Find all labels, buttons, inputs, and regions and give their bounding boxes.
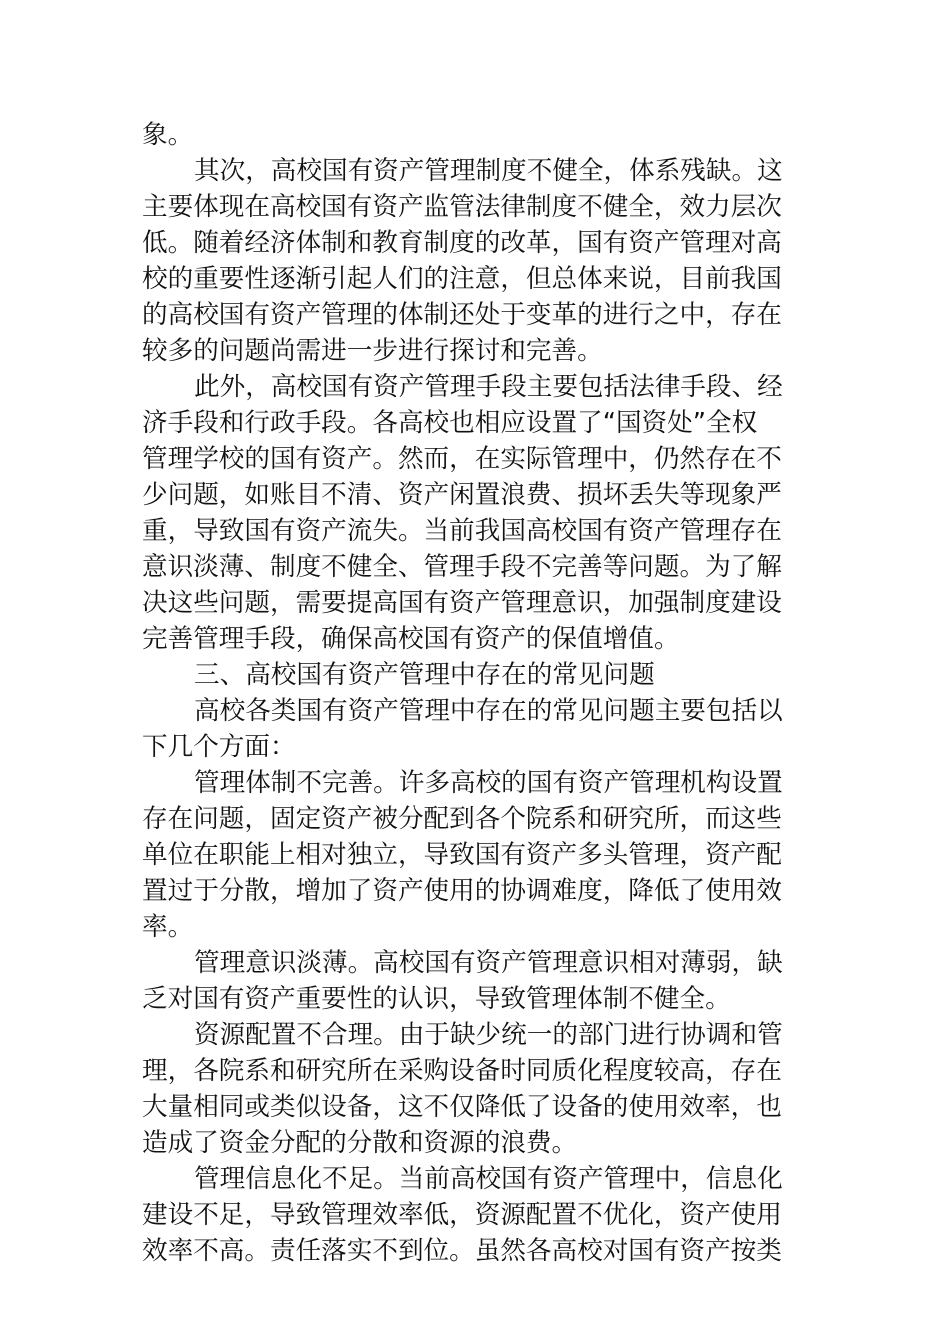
text-line: 意识淡薄、制度不健全、管理手段不完善等问题。为了解 bbox=[142, 552, 782, 582]
text-line: 校的重要性逐渐引起人们的注意，但总体来说，目前我国 bbox=[142, 264, 782, 294]
paragraph-start-line: 资源配置不合理。由于缺少统一的部门进行协调和管 bbox=[194, 1020, 783, 1050]
paragraph-start-line: 此外，高校国有资产管理手段主要包括法律手段、经 bbox=[194, 372, 783, 402]
paragraph-start-line: 高校各类国有资产管理中存在的常见问题主要包括以 bbox=[194, 696, 783, 726]
text-line: 少问题，如账目不清、资产闲置浪费、损坏丢失等现象严 bbox=[142, 480, 782, 510]
text-line: 下几个方面： bbox=[142, 732, 296, 762]
text-line: 乏对国有资产重要性的认识，导致管理体制不健全。 bbox=[142, 984, 731, 1014]
text-line: 率。 bbox=[142, 912, 194, 942]
text-line: 效率不高。责任落实不到位。虽然各高校对国有资产按类 bbox=[142, 1236, 782, 1266]
text-line: 的高校国有资产管理的体制还处于变革的进行之中，存在 bbox=[142, 300, 782, 330]
text-line: 大量相同或类似设备，这不仅降低了设备的使用效率，也 bbox=[142, 1092, 782, 1122]
text-line: 单位在职能上相对独立，导致国有资产多头管理，资产配 bbox=[142, 840, 782, 870]
text-line: 重，导致国有资产流失。当前我国高校国有资产管理存在 bbox=[142, 516, 782, 546]
text-line: 低。随着经济体制和教育制度的改革，国有资产管理对高 bbox=[142, 228, 782, 258]
text-line: 建设不足，导致管理效率低，资源配置不优化，资产使用 bbox=[142, 1200, 782, 1230]
paragraph-start-line: 管理信息化不足。当前高校国有资产管理中，信息化 bbox=[194, 1164, 783, 1194]
paragraph-start-line: 管理体制不完善。许多高校的国有资产管理机构设置 bbox=[194, 768, 783, 798]
text-line: 理，各院系和研究所在采购设备时同质化程度较高，存在 bbox=[142, 1056, 782, 1086]
text-line: 管理学校的国有资产。然而，在实际管理中，仍然存在不 bbox=[142, 444, 782, 474]
paragraph-start-line: 管理意识淡薄。高校国有资产管理意识相对薄弱，缺 bbox=[194, 948, 783, 978]
section-heading: 三、高校国有资产管理中存在的常见问题 bbox=[194, 660, 655, 690]
text-line: 决这些问题，需要提高国有资产管理意识，加强制度建设 bbox=[142, 588, 782, 618]
text-line: 存在问题，固定资产被分配到各个院系和研究所，而这些 bbox=[142, 804, 782, 834]
text-line: 完善管理手段，确保高校国有资产的保值增值。 bbox=[142, 624, 680, 654]
text-line: 主要体现在高校国有资产监管法律制度不健全，效力层次 bbox=[142, 192, 782, 222]
text-line: 置过于分散，增加了资产使用的协调难度，降低了使用效 bbox=[142, 876, 782, 906]
text-line: 造成了资金分配的分散和资源的浪费。 bbox=[142, 1128, 578, 1158]
paragraph-start-line: 其次，高校国有资产管理制度不健全，体系残缺。这 bbox=[194, 156, 783, 186]
text-line: 济手段和行政手段。各高校也相应设置了“国资处”全权 bbox=[142, 408, 758, 438]
text-line: 较多的问题尚需进一步进行探讨和完善。 bbox=[142, 336, 603, 366]
text-line: 象。 bbox=[142, 120, 194, 150]
